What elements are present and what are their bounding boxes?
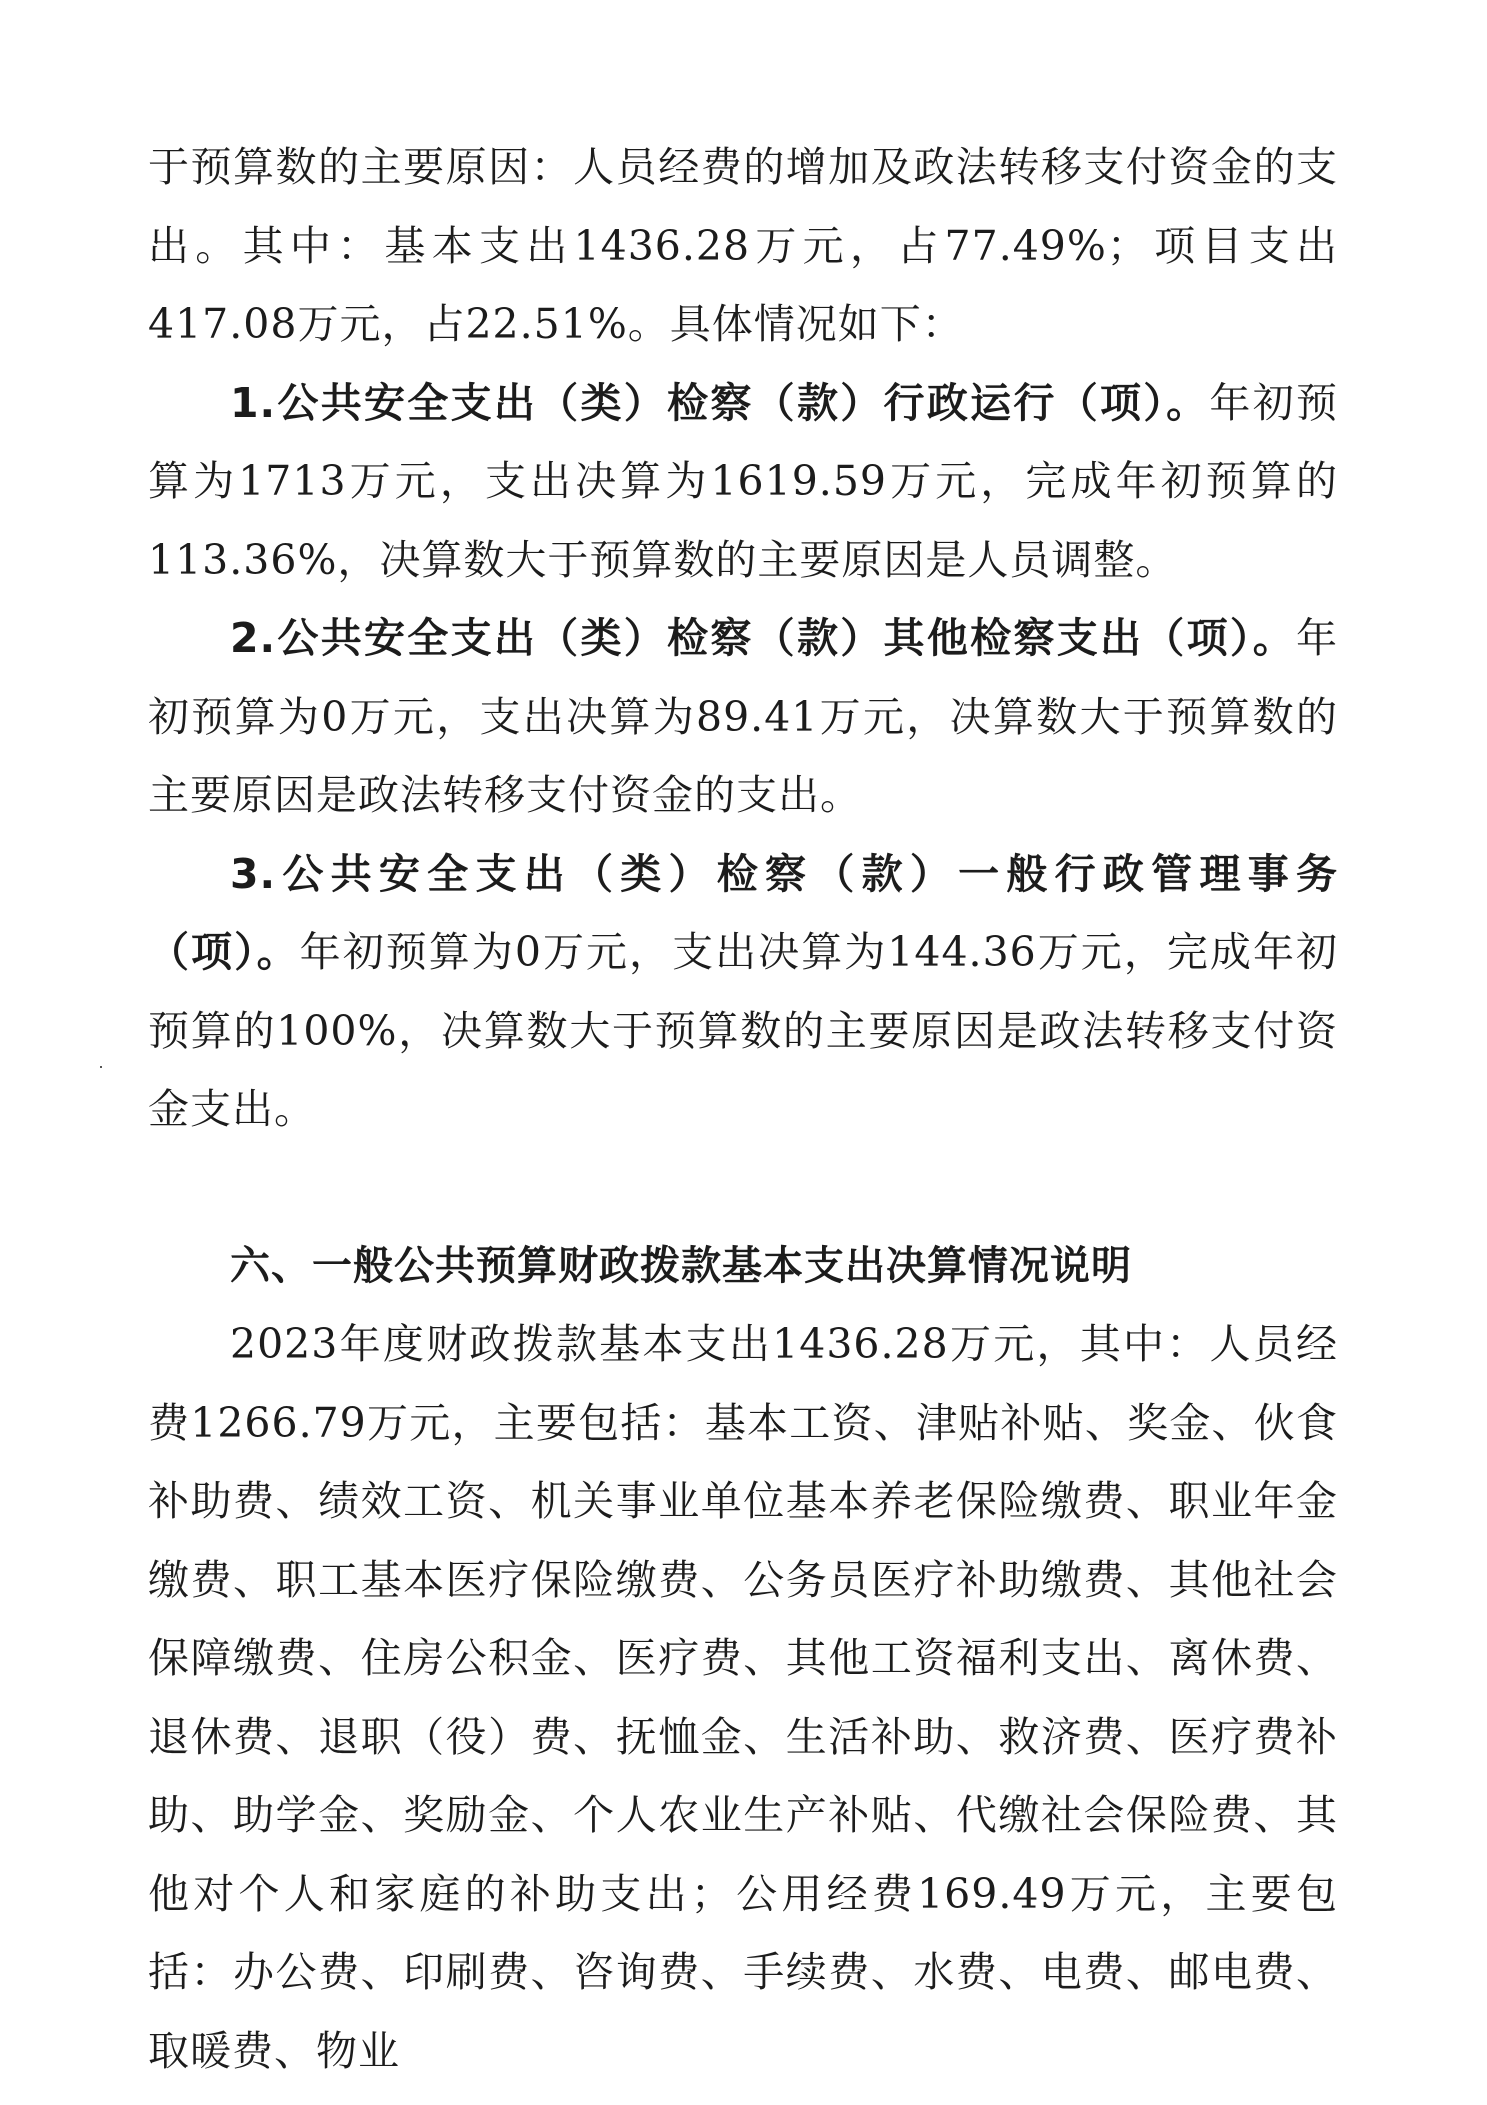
section-body: 2023年度财政拨款基本支出1436.28万元，其中：人员经费1266.79万元，主要包括：基本工资、津贴补贴、奖金、伙食补助费、绩效工资、机关事业单位基本养老保险缴费、职业年金缴费、职工基本医疗保险缴费、公务员医疗补助缴费、其他社会保障缴费、住房公积金、医疗费、其他工资福利支出、离休费、退休费、退职（役）费、抚恤金、生活补助、救济费、医疗费补助、助学金、奖励金、个人农业生产补贴、代缴社会保险费、其他对个人和家庭的补助支出；公用经费169.49万元，主要包括：办公费、印刷费、咨询费、手续费、水费、电费、邮电费、取暖费、物业 xyxy=(148,1320,1338,2075)
item-1-title: 1.公共安全支出（类）检察（款）行政运行（项）。 xyxy=(230,378,1210,427)
scan-speck xyxy=(100,1066,102,1068)
document-body xyxy=(148,128,1338,2090)
item-3-title: 3.公共安全支出（类）检察（款）一般行政管理事务（项）。 xyxy=(148,849,1338,976)
item-2-text: 年初预算为0万元，支出决算为89.41万元，决算数大于预算数的主要原因是政法转移支付资金的支出。 xyxy=(148,614,1338,819)
item-1-text: 年初预算为1713万元，支出决算为1619.59万元，完成年初预算的113.36%，决算数大于预算数的主要原因是人员调整。 xyxy=(148,378,1338,584)
paragraph-item-1 xyxy=(148,364,1338,600)
item-2-title: 2.公共安全支出（类）检察（款）其他检察支出（项）。 xyxy=(230,614,1296,662)
paragraph-item-3 xyxy=(148,835,1338,1149)
paragraph-item-2 xyxy=(148,599,1338,835)
paragraph-continuation xyxy=(148,128,1338,364)
paragraph-text: 于预算数的主要原因：人员经费的增加及政法转移支付资金的支出。其中：基本支出1436.28万元，占77.49%；项目支出417.08万元，占22.51%。具体情况如下： xyxy=(148,143,1338,348)
item-3-text: 年初预算为0万元，支出决算为144.36万元，完成年初预算的100%，决算数大于预算数的主要原因是政法转移支付资金支出。 xyxy=(148,928,1339,1133)
section-heading: 六、一般公共预算财政拨款基本支出决算情况说明 xyxy=(230,1242,1132,1289)
